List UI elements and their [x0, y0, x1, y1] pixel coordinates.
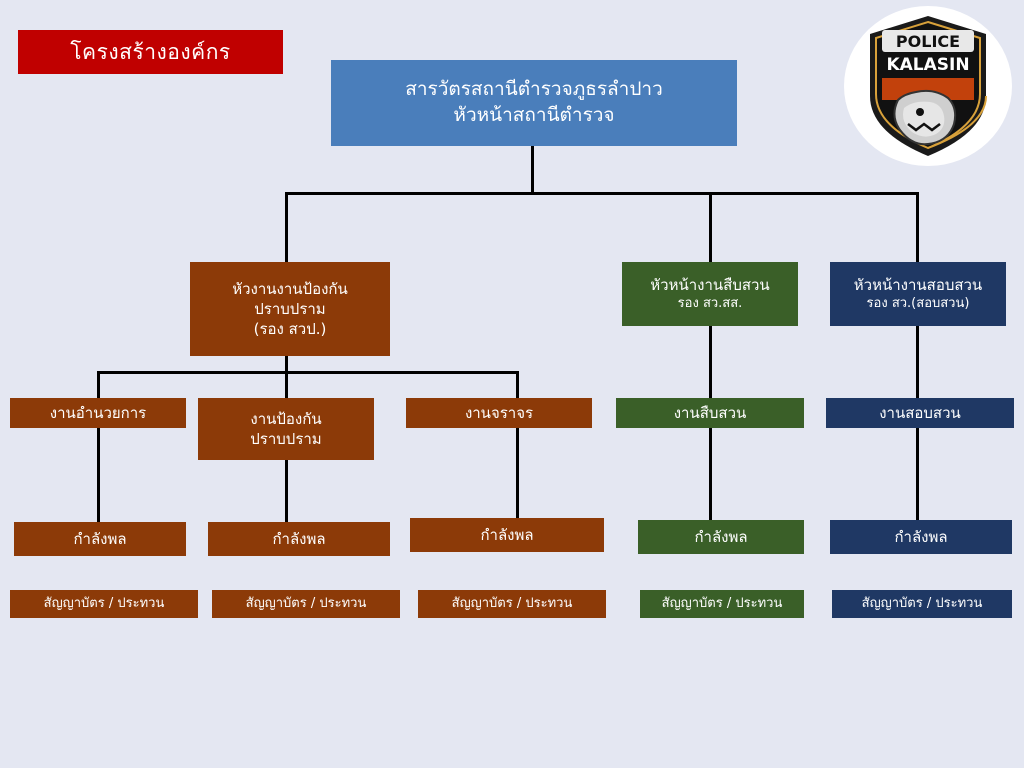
connector-traffic-to-staff: [516, 428, 519, 522]
node-rank-label: สัญญาบัตร / ประทวน: [43, 596, 165, 612]
node-prevent-head-line3: (รอง สวป.): [253, 320, 327, 339]
node-rank-inquiry[interactable]: [832, 590, 1012, 618]
node-staff-traffic[interactable]: [410, 518, 604, 552]
page-title-banner: [18, 30, 283, 74]
node-rank-investigate[interactable]: [640, 590, 804, 618]
police-kalasin-badge-icon: [838, 4, 1014, 168]
node-staff-prevent[interactable]: [208, 522, 390, 556]
svg-text:KALASIN: KALASIN: [886, 55, 970, 75]
node-inquiry-head-line1: หัวหน้างานสอบสวน: [853, 276, 983, 295]
node-prevent-head[interactable]: [190, 262, 390, 356]
node-rank-prevent[interactable]: [212, 590, 400, 618]
node-prevent-work-line1: งานป้องกัน: [250, 409, 322, 428]
node-staff-investigate[interactable]: [638, 520, 804, 554]
node-root-line2: หัวหน้าสถานีตำรวจ: [453, 104, 615, 126]
node-rank-label: สัญญาบัตร / ประทวน: [661, 596, 783, 612]
connector-level2-bus: [97, 371, 518, 374]
connector-to-prevent-head: [285, 192, 288, 262]
connector-prevent-to-staff: [285, 460, 288, 522]
node-inquiry-head-line2: รอง สว.(สอบสวน): [866, 296, 970, 312]
connector-investigate-to-staff: [709, 428, 712, 522]
node-inquiry-work-label: งานสอบสวน: [879, 403, 961, 422]
page-title: โครงสร้างองค์กร: [70, 39, 231, 64]
svg-text:POLICE: POLICE: [895, 32, 961, 51]
connector-to-prevent-work: [285, 371, 288, 399]
connector-admin-to-staff: [97, 428, 100, 522]
node-prevent-head-line1: หัวงานงานป้องกัน: [232, 279, 348, 298]
node-inquiry-head[interactable]: [830, 262, 1006, 326]
node-staff-label: กำลังพล: [480, 525, 534, 544]
node-inquiry-work[interactable]: [826, 398, 1014, 428]
node-staff-label: กำลังพล: [894, 527, 948, 546]
connector-to-inquiry-head: [916, 192, 919, 262]
node-prevent-work-line2: ปราบปราม: [250, 430, 322, 448]
node-rank-admin[interactable]: [10, 590, 198, 618]
node-root[interactable]: [331, 60, 737, 146]
node-investigate-work[interactable]: [616, 398, 804, 428]
node-staff-inquiry[interactable]: [830, 520, 1012, 554]
connector-investigate-head-to-work: [709, 325, 712, 399]
connector-to-traffic-work: [516, 371, 519, 399]
node-prevent-head-line2: ปราบปราม: [254, 299, 326, 318]
node-rank-label: สัญญาบัตร / ประทวน: [245, 596, 367, 612]
connector-root-down: [531, 145, 534, 193]
node-rank-label: สัญญาบัตร / ประทวน: [861, 596, 983, 612]
node-investigate-work-label: งานสืบสวน: [673, 403, 747, 422]
connector-inquiry-to-staff: [916, 428, 919, 522]
node-investigate-head[interactable]: [622, 262, 798, 326]
node-admin-work[interactable]: [10, 398, 186, 428]
node-staff-admin[interactable]: [14, 522, 186, 556]
node-rank-label: สัญญาบัตร / ประทวน: [451, 596, 573, 612]
node-rank-traffic[interactable]: [418, 590, 606, 618]
connector-to-investigate-head: [709, 192, 712, 262]
node-traffic-work[interactable]: [406, 398, 592, 428]
node-staff-label: กำลังพล: [272, 529, 326, 548]
connector-level1-bus: [285, 192, 919, 195]
node-investigate-head-line2: รอง สว.สส.: [677, 296, 743, 312]
node-staff-label: กำลังพล: [694, 527, 748, 546]
node-admin-work-label: งานอำนวยการ: [49, 403, 147, 422]
connector-to-admin-work: [97, 371, 100, 399]
node-investigate-head-line1: หัวหน้างานสืบสวน: [650, 276, 770, 295]
connector-inquiry-head-to-work: [916, 325, 919, 399]
node-root-line1: สารวัตรสถานีตำรวจภูธรลำปาว: [405, 78, 663, 101]
node-prevent-work[interactable]: [198, 398, 374, 460]
node-staff-label: กำลังพล: [73, 529, 127, 548]
node-traffic-work-label: งานจราจร: [464, 403, 534, 422]
